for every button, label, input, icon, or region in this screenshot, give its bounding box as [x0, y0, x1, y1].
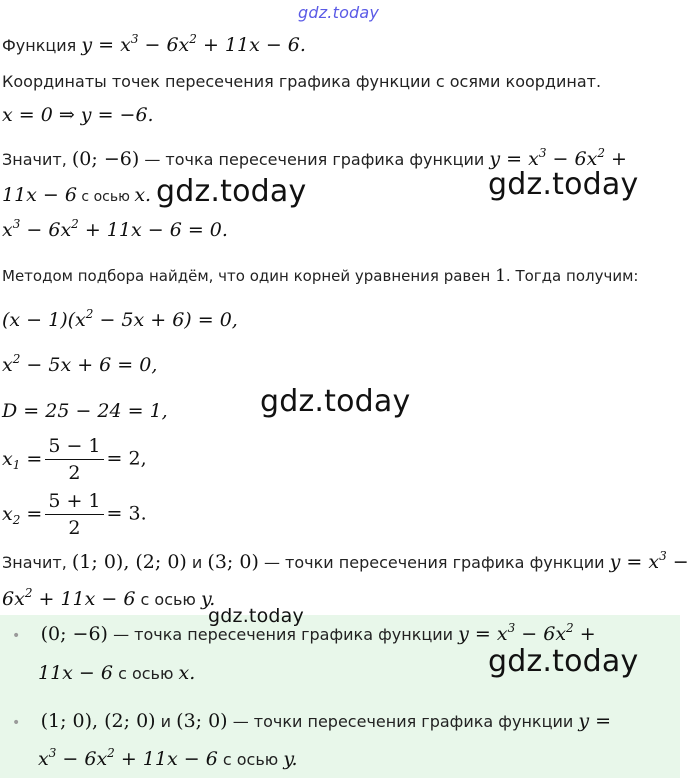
root-x2: $x_2$ = $\frac{5 + 1}{2}$ = 3. [2, 490, 147, 539]
cubic-equation: $x^3 - 6x^2 + 11x - 6 = 0$. [2, 217, 228, 241]
conclusion-x-axis-line2: $6x^2 + 11x - 6$ с осью y. [2, 586, 216, 610]
bullet-dot-icon: • [12, 715, 21, 731]
discriminant: D = 25 − 24 = 1, [2, 400, 168, 422]
factored-equation: $(x - 1)(x^2 - 5x + 6) = 0$, [2, 307, 238, 331]
answer-bullet-2-line2: $x^3 - 6x^2 + 11x - 6$ с осью y. [38, 746, 298, 770]
x-zero-formula: x = 0 ⇒ y = −6. [2, 104, 154, 126]
conclusion-x-axis-line1: Значит, (1; 0), (2; 0) и (3; 0) — точки пересечения графика функции $y = x^3$ − [2, 549, 689, 573]
bullet-dot-icon: • [12, 628, 21, 644]
watermark-3: gdz.today [260, 384, 411, 419]
watermark-5: gdz.today [488, 644, 639, 679]
answer-bullet-2-line1: • (1; 0), (2; 0) и (3; 0) — точки пересечения графика функции y = [12, 710, 612, 732]
watermark-1: gdz.today [156, 174, 307, 209]
quadratic-equation: $x^2 - 5x + 6 = 0$, [2, 352, 158, 376]
conclusion-y-axis-line1: Значит, (0; −6) — точка пересечения графика функции $y = x^3 - 6x^2$ + [2, 146, 627, 170]
answer-bullet-1-line2: 11x − 6 с осью x. [38, 662, 196, 684]
intersection-heading: Координаты точек пересечения графика функции с осями координат. [2, 72, 602, 91]
conclusion-y-axis-line2: 11x − 6 с осью x. [2, 184, 152, 206]
root-selection-text: Методом подбора найдём, что один корней уравнения равен 1. Тогда получим: [2, 266, 639, 286]
watermark-top: gdz.today [298, 3, 380, 22]
function-formula: $y = x^3 - 6x^2 + 11x - 6$. [81, 32, 306, 56]
root-x1: $x_1$ = $\frac{5 - 1}{2}$ = 2, [2, 435, 147, 484]
watermark-4: gdz.today [208, 605, 304, 627]
watermark-2: gdz.today [488, 167, 639, 202]
function-label: Функция [2, 36, 82, 55]
answer-bullet-1-line1: • (0; −6) — точка пересечения графика функции $y = x^3 - 6x^2$ + [12, 621, 596, 645]
function-definition [2, 34, 306, 56]
